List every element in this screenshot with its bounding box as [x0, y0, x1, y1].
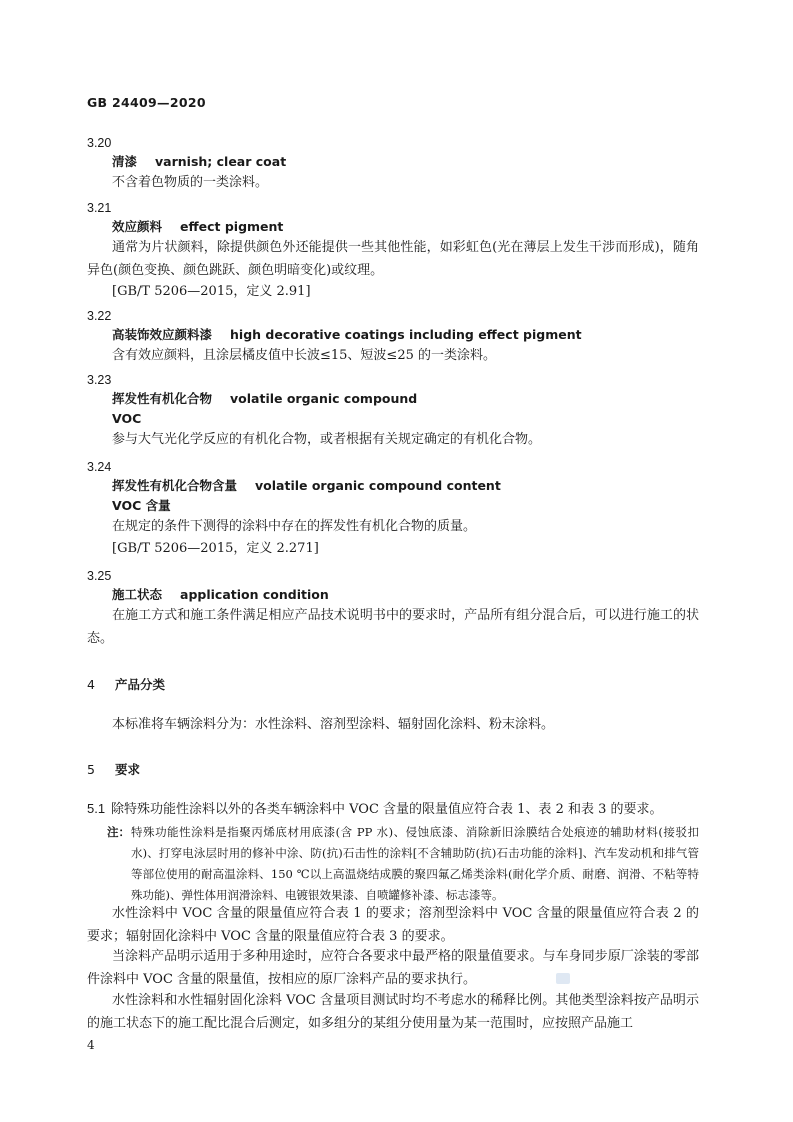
entry-3-25 — [87, 567, 699, 650]
section-4-heading — [87, 675, 699, 693]
entry-term — [87, 476, 699, 496]
term-english: high decorative coatings including effect pigment — [230, 327, 582, 342]
entry-term — [87, 152, 699, 172]
term-chinese: 施工状态 — [112, 587, 163, 602]
standard-code-header: GB 24409—2020 — [87, 95, 206, 110]
entry-term — [87, 585, 699, 605]
term-english: volatile organic compound — [230, 391, 418, 406]
requirement-paragraph-2: 当涂料产品明示适用于多种用途时，应符合各要求中最严格的限量值要求。与车身同步原厂涂装的零部件涂料中 VOC 含量的限量值，按相应的原厂涂料产品的要求执行。 — [87, 949, 699, 987]
entry-3-21 — [87, 199, 699, 302]
note-text: 特殊功能性涂料是指聚丙烯底材用底漆(含 PP 水)、侵蚀底漆、消除新旧涂膜结合处痕迹的辅助材料(接驳扣水)、打穿电泳层时用的修补中涂、防(抗)石击性的涂料[不含辅助防(抗)石击功能的涂料]、汽车发动机和排气管等部位使用的耐高温涂料、150 ℃以上高温烧结成膜的聚四氟乙烯类涂料(耐化学介质、耐磨、润滑、不粘等特殊功能)、弹性体用润滑涂料、电镀银效果漆、自喷罐修补漆、标志漆等。 — [131, 825, 699, 902]
definition: 通常为片状颜料，除提供颜色外还能提供一些其他性能，如彩虹色(光在薄层上发生干涉而形成)，随角异色(颜色变换、颜色跳跃、颜色明暗变化)或纹理。 — [87, 240, 699, 278]
reference: [GB/T 5206—2015，定义 2.271] — [112, 540, 319, 556]
watermark-mark — [556, 973, 570, 984]
clause-5-1 — [87, 798, 699, 821]
entry-number: 3.24 — [87, 460, 112, 474]
section-title: 产品分类 — [115, 677, 166, 692]
term-english: volatile organic compound content — [255, 478, 501, 493]
term-english: application condition — [180, 587, 329, 602]
page-number: 4 — [87, 1038, 95, 1052]
section-number: 4 — [87, 677, 95, 692]
section-5-heading — [87, 760, 699, 778]
entry-3-22 — [87, 307, 699, 368]
term-chinese: 效应颜料 — [112, 219, 163, 234]
term-abbreviation: VOC 含量 — [112, 498, 171, 513]
entry-number: 3.20 — [87, 136, 112, 150]
entry-term — [87, 389, 699, 409]
entry-number: 3.23 — [87, 373, 112, 387]
entry-3-20 — [87, 134, 699, 195]
term-english: effect pigment — [180, 219, 284, 234]
entry-term — [87, 325, 699, 345]
clause-number: 5.1 — [87, 801, 106, 816]
entry-number: 3.25 — [87, 569, 112, 583]
section-number: 5 — [87, 762, 95, 777]
entry-3-23 — [87, 371, 699, 452]
reference: [GB/T 5206—2015，定义 2.91] — [112, 284, 311, 299]
definition: 在施工方式和施工条件满足相应产品技术说明书中的要求时，产品所有组分混合后，可以进行施工的状态。 — [87, 608, 699, 646]
entry-number: 3.22 — [87, 309, 112, 323]
term-chinese: 挥发性有机化合物 — [112, 391, 213, 406]
clause-note — [87, 822, 699, 906]
entry-number: 3.21 — [87, 201, 112, 215]
requirement-paragraph-3: 水性涂料和水性辐射固化涂料 VOC 含量项目测试时均不考虑水的稀释比例。其他类型涂料按产品明示的施工状态下的施工配比混合后测定，如多组分的某组分使用量为某一范围时，应按照产品施工 — [87, 993, 699, 1031]
term-abbreviation: VOC — [112, 411, 142, 426]
requirement-paragraph-1: 水性涂料中 VOC 含量的限量值应符合表 1 的要求；溶剂型涂料中 VOC 含量的限量值应符合表 2 的要求；辐射固化涂料中 VOC 含量的限量值应符合表 3 的要求。 — [87, 906, 699, 944]
term-chinese: 高装饰效应颜料漆 — [112, 327, 213, 342]
section-4-text: 本标准将车辆涂料分为：水性涂料、溶剂型涂料、辐射固化涂料、粉末涂料。 — [112, 717, 555, 732]
note-label: 注： — [107, 825, 130, 839]
definition: 不含着色物质的一类涂料。 — [112, 175, 269, 190]
definition: 含有效应颜料，且涂层橘皮值中长波≤15、短波≤25 的一类涂料。 — [112, 348, 497, 363]
definition: 参与大气光化学反应的有机化合物，或者根据有关规定确定的有机化合物。 — [112, 432, 542, 447]
clause-text: 除特殊功能性涂料以外的各类车辆涂料中 VOC 含量的限量值应符合表 1、表 2 和表 3 的要求。 — [111, 802, 663, 817]
entry-3-24 — [87, 458, 699, 559]
term-chinese: 清漆 — [112, 154, 138, 169]
term-chinese: 挥发性有机化合物含量 — [112, 478, 238, 493]
term-english: varnish; clear coat — [155, 154, 287, 169]
definition: 在规定的条件下测得的涂料中存在的挥发性有机化合物的质量。 — [112, 519, 477, 534]
entry-term — [87, 217, 699, 237]
section-title: 要求 — [115, 762, 141, 777]
